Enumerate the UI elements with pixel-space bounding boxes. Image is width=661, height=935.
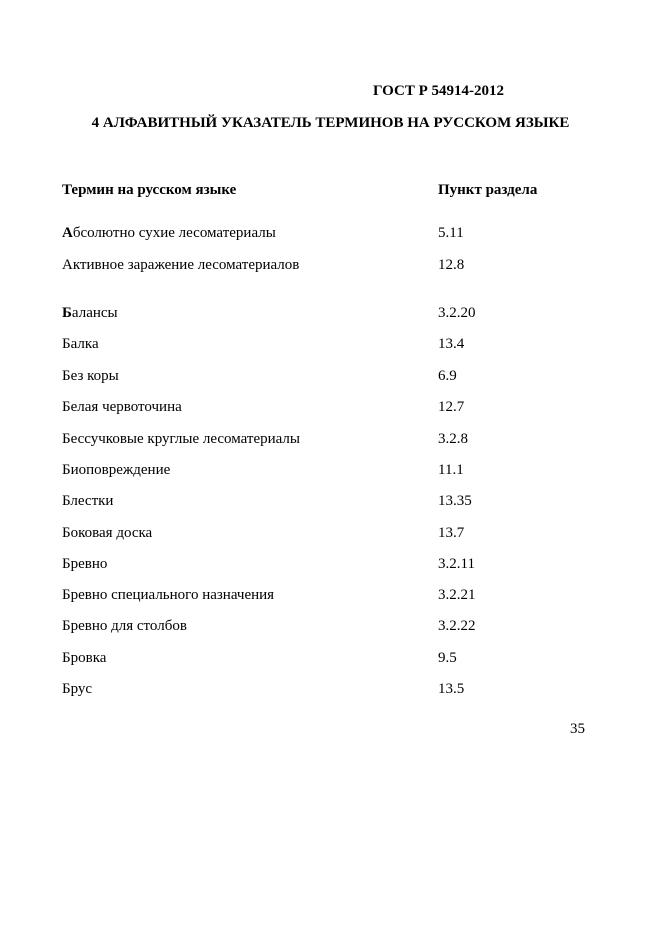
term-text bbox=[62, 367, 119, 385]
term-label: Балка bbox=[62, 336, 99, 352]
section-ref: 3.2.21 bbox=[438, 587, 476, 603]
term-label: Брус bbox=[62, 681, 93, 697]
section-ref: 3.2.11 bbox=[438, 556, 475, 572]
section-ref: 13.4 bbox=[438, 336, 465, 352]
letter-group-initial: Б bbox=[62, 305, 72, 321]
term-row bbox=[0, 304, 661, 322]
term-row bbox=[0, 335, 661, 353]
term-label: Активное заражение лесоматериалов bbox=[62, 257, 300, 273]
term-text bbox=[62, 398, 182, 416]
term-text bbox=[62, 586, 274, 604]
term-text bbox=[62, 555, 107, 573]
term-text bbox=[62, 256, 299, 274]
page-number: 35 bbox=[570, 721, 585, 737]
term-row bbox=[0, 398, 661, 416]
section-ref: 13.5 bbox=[438, 681, 465, 697]
section-ref: 5.11 bbox=[438, 225, 464, 241]
term-label: бсолютно сухие лесоматериалы bbox=[72, 225, 276, 241]
term-label: Биоповреждение bbox=[62, 462, 171, 478]
section-ref: 6.9 bbox=[438, 368, 457, 384]
section-title: 4 АЛФАВИТНЫЙ УКАЗАТЕЛЬ ТЕРМИНОВ НА РУССКОМ ЯЗЫКЕ bbox=[91, 115, 570, 131]
document-code: ГОСТ Р 54914-2012 bbox=[373, 83, 505, 99]
section-ref: 3.2.8 bbox=[438, 431, 468, 447]
term-label: Боковая доска bbox=[62, 525, 153, 541]
term-label: Бревно специального назначения bbox=[62, 587, 275, 603]
section-ref: 12.7 bbox=[438, 399, 465, 415]
column-header-section-ref: Пункт раздела bbox=[438, 182, 538, 198]
term-row bbox=[0, 524, 661, 542]
term-text bbox=[62, 617, 187, 635]
term-label: Без коры bbox=[62, 368, 119, 384]
column-header-term: Термин на русском языке bbox=[62, 182, 237, 198]
section-ref: 3.2.20 bbox=[438, 305, 476, 321]
section-ref: 9.5 bbox=[438, 650, 457, 666]
term-row bbox=[0, 492, 661, 510]
term-row bbox=[0, 555, 661, 573]
term-label: Бревно для столбов bbox=[62, 618, 187, 634]
letter-group-initial: А bbox=[62, 225, 73, 241]
section-ref: 11.1 bbox=[438, 462, 464, 478]
section-ref: 12.8 bbox=[438, 257, 465, 273]
term-row bbox=[0, 256, 661, 274]
term-text bbox=[62, 492, 113, 510]
section-ref: 13.35 bbox=[438, 493, 472, 509]
term-text bbox=[62, 524, 152, 542]
term-row bbox=[0, 224, 661, 242]
term-label: Бревно bbox=[62, 556, 108, 572]
term-text bbox=[62, 430, 300, 448]
section-ref: 13.7 bbox=[438, 525, 465, 541]
term-row bbox=[0, 617, 661, 635]
term-text bbox=[62, 461, 170, 479]
term-row bbox=[0, 367, 661, 385]
term-row bbox=[0, 430, 661, 448]
term-row bbox=[0, 649, 661, 667]
term-text bbox=[62, 680, 92, 698]
section-ref: 3.2.22 bbox=[438, 618, 476, 634]
term-label: Белая червоточина bbox=[62, 399, 182, 415]
term-text bbox=[62, 224, 276, 242]
term-row bbox=[0, 680, 661, 698]
term-text bbox=[62, 649, 106, 667]
term-row bbox=[0, 586, 661, 604]
term-text bbox=[62, 335, 99, 353]
term-label: Бессучковые круглые лесоматериалы bbox=[62, 431, 300, 447]
term-label: Блестки bbox=[62, 493, 114, 509]
term-label: Бровка bbox=[62, 650, 107, 666]
term-text bbox=[62, 304, 118, 322]
term-label: алансы bbox=[71, 305, 118, 321]
term-row bbox=[0, 461, 661, 479]
